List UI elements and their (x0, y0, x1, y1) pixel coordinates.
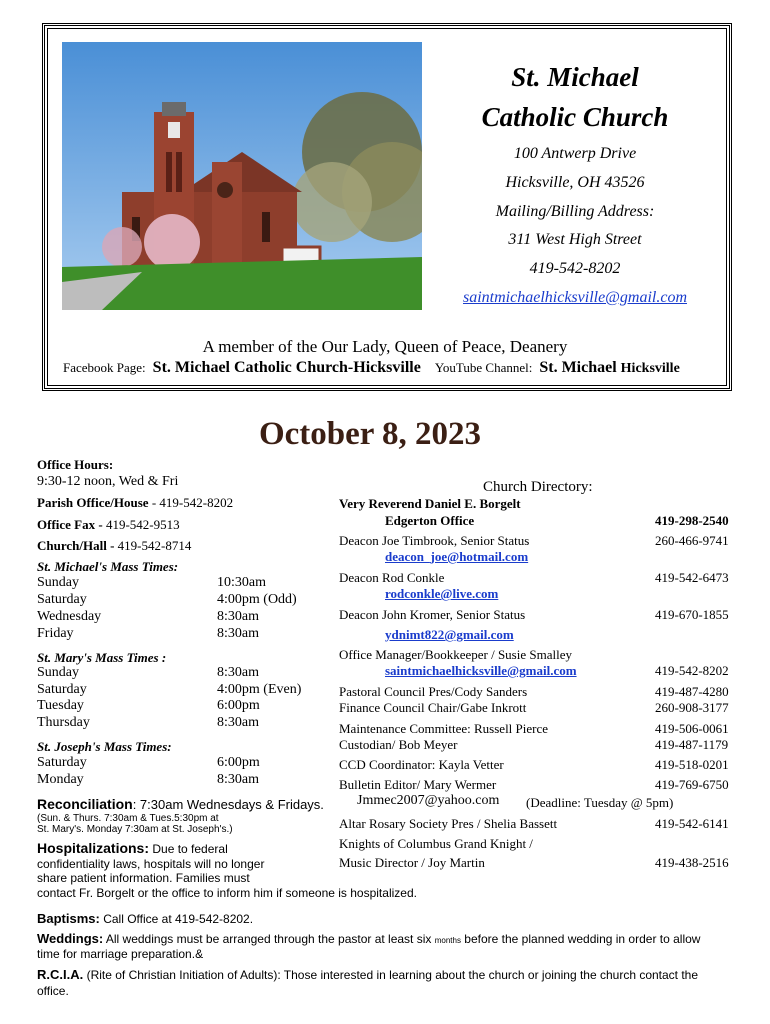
hospitalizations-line1: Hospitalizations: Due to federal (37, 840, 228, 856)
bulletin-date: October 8, 2023 (258, 416, 482, 452)
mass-day: Saturday (37, 592, 87, 607)
directory-phone: 419-487-1179 (655, 737, 729, 752)
mass-time: 8:30am (217, 772, 259, 787)
parish-office-line: Parish Office/House - 419-542-8202 (37, 495, 234, 510)
church-address2: Hicksville, OH 43526 (505, 174, 645, 191)
baptisms-line: Baptisms: Call Office at 419-542-8202. (37, 911, 254, 926)
altar-phone: 419-542-6141 (655, 816, 729, 831)
directory-name: Pastoral Council Pres/Cody Sanders (339, 684, 528, 699)
directory-phone: 419-506-0061 (655, 721, 729, 736)
hospitalizations-line4: contact Fr. Borgelt or the office to inform him if someone is hospitalized. (37, 886, 417, 900)
youtube-link-2[interactable]: Hicksville (620, 361, 680, 376)
directory-name: Deacon John Kromer, Senior Status (339, 607, 526, 622)
mass-day: Monday (37, 772, 84, 787)
directory-name: Deacon Joe Timbrook, Senior Status (339, 533, 530, 548)
mass-time: 4:00pm (Even) (217, 682, 302, 697)
bulletin-email[interactable]: Jmmec2007@yahoo.com (357, 793, 500, 808)
office-hours: 9:30-12 noon, Wed & Fri (37, 474, 179, 489)
reconciliation-note2: St. Mary's. Monday 7:30am at St. Joseph's.) (37, 824, 233, 835)
directory-name: Office Manager/Bookkeeper / Susie Smalley (339, 647, 572, 662)
church-name-line1: St. Michael (511, 62, 639, 92)
pastor-phone: 419-298-2540 (655, 513, 729, 528)
directory-name: Bulletin Editor/ Mary Wermer (339, 777, 497, 792)
mass-time: 6:00pm (217, 755, 260, 770)
mass-time: 8:30am (217, 609, 259, 624)
rcia-line: R.C.I.A. (Rite of Christian Initiation of Adults): Those interested in learning about the church or joining the church contact the (37, 967, 699, 982)
church-email-link[interactable]: saintmichaelhicksville@gmail.com (463, 289, 687, 306)
church-name-line2: Catholic Church (481, 102, 669, 132)
deanery-line: A member of the Our Lady, Queen of Peace, Deanery (202, 337, 568, 356)
hospitalizations-line2: confidentiality laws, hospitals will no longer (37, 857, 265, 871)
mailing-address: 311 West High Street (508, 231, 642, 248)
mass-day: Sunday (37, 575, 79, 590)
weddings-line2: time for marriage preparation.& (37, 947, 204, 961)
mass-time: 4:00pm (Odd) (217, 592, 297, 607)
mailing-label: Mailing/Billing Address: (495, 203, 655, 220)
mass-day: Sunday (37, 665, 79, 680)
facebook-link[interactable]: St. Michael Catholic Church-Hicksville (152, 359, 421, 376)
hospitalizations-line3: share patient information. Families must (37, 871, 250, 885)
directory-name: CCD Coordinator: Kayla Vetter (339, 757, 504, 772)
directory-phone: 419-518-0201 (655, 757, 729, 772)
mass-day: Saturday (37, 755, 87, 770)
knights-of-columbus: Knights of Columbus Grand Knight / (339, 836, 533, 851)
directory-email-link[interactable]: deacon_joe@hotmail.com (385, 549, 529, 564)
youtube-link[interactable]: St. Michael (539, 359, 617, 376)
reconciliation-line: Reconciliation: 7:30am Wednesdays & Fridays. (37, 796, 324, 812)
music-director: Music Director / Joy Martin (339, 855, 485, 870)
facebook-label: Facebook Page: (63, 360, 146, 375)
reconciliation-note1: (Sun. & Thurs. 7:30am & Tues.5:30pm at (37, 813, 219, 824)
mass-day: Friday (37, 626, 74, 641)
mass-heading-st-michael: St. Michael's Mass Times: (37, 559, 179, 574)
directory-email-link[interactable]: rodconkle@live.com (385, 586, 499, 601)
mass-time: 8:30am (217, 665, 259, 680)
mass-day: Tuesday (37, 698, 84, 713)
directory-name: Deacon Rod Conkle (339, 570, 445, 585)
mass-time: 10:30am (217, 575, 266, 590)
mass-day: Wednesday (37, 609, 102, 624)
directory-phone: 260-908-3177 (655, 700, 729, 715)
directory-email-link[interactable]: saintmichaelhicksville@gmail.com (385, 663, 577, 678)
bulletin-deadline: (Deadline: Tuesday @ 5pm) (526, 795, 674, 810)
office-fax-line: Office Fax - 419-542-9513 (37, 517, 180, 532)
directory-phone: 260-466-9741 (655, 533, 729, 548)
directory-phone: 419-487-4280 (655, 684, 729, 699)
social-line (63, 359, 680, 377)
pastor-office: Edgerton Office (385, 513, 475, 528)
mass-time: 6:00pm (217, 698, 260, 713)
directory-phone: 419-769-6750 (655, 777, 729, 792)
mass-time: 8:30am (217, 626, 259, 641)
mass-day: Saturday (37, 682, 87, 697)
mass-heading-st-mary: St. Mary's Mass Times : (37, 650, 167, 665)
music-phone: 419-438-2516 (655, 855, 729, 870)
pastor-name: Very Reverend Daniel E. Borgelt (339, 496, 521, 511)
directory-email-link[interactable]: ydnimt822@gmail.com (385, 627, 514, 642)
rcia-line2: office. (37, 984, 69, 998)
directory-title: Church Directory: (483, 479, 593, 495)
church-hall-line: Church/Hall - 419-542-8714 (37, 538, 192, 553)
church-address1: 100 Antwerp Drive (513, 145, 637, 162)
youtube-label: YouTube Channel: (434, 360, 533, 375)
altar-society: Altar Rosary Society Pres / Shelia Bassett (339, 816, 558, 831)
directory-name: Finance Council Chair/Gabe Inkrott (339, 700, 527, 715)
mass-day: Thursday (37, 715, 90, 730)
directory-phone: 419-542-8202 (655, 663, 729, 678)
church-photo (62, 42, 422, 310)
church-phone: 419-542-8202 (529, 260, 621, 277)
weddings-line: Weddings: All weddings must be arranged through the pastor at least six months before the planned wedding in order to allow (37, 931, 701, 946)
office-hours-label: Office Hours: (37, 457, 114, 472)
directory-name: Maintenance Committee: Russell Pierce (339, 721, 549, 736)
directory-phone: 419-670-1855 (655, 607, 729, 622)
mass-time: 8:30am (217, 715, 259, 730)
directory-name: Custodian/ Bob Meyer (339, 737, 458, 752)
directory-phone: 419-542-6473 (655, 570, 729, 585)
mass-heading-st-joseph: St. Joseph's Mass Times: (37, 739, 172, 754)
